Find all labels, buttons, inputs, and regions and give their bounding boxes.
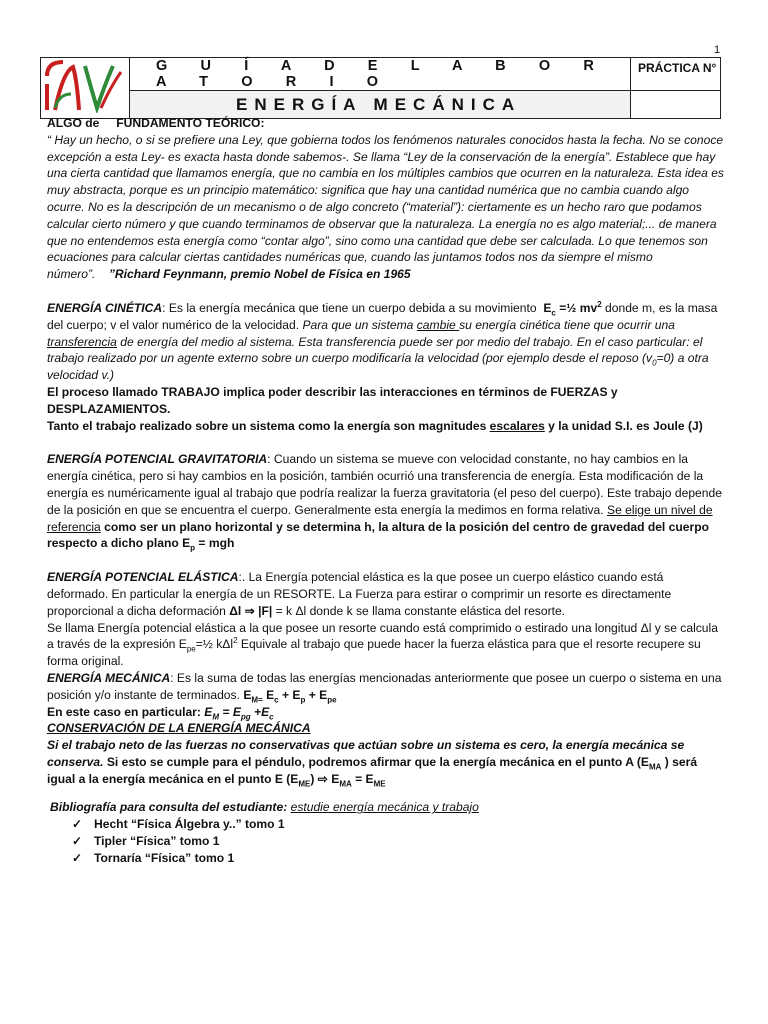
conservation-heading: CONSERVACIÓN DE LA ENERGÍA MECÁNICA: [47, 721, 311, 736]
bibliography-link[interactable]: estudie energía mecánica y trabajo: [290, 800, 479, 815]
work-paragraph: El proceso llamado TRABAJO implica poder describir las interacciones en términos de FUERZAS y DESPLAZAMIENTOS.: [47, 384, 618, 416]
particular-case-line: En este caso en particular: $E_M = E_{pg} +E_c$: [47, 704, 274, 721]
kinetic-formula: $E_c$ =½ $mv^2$: [543, 299, 602, 318]
list-item: ✓ Hecht “Física Álgebra y..” tomo 1: [72, 817, 285, 832]
iav-logo-icon: [41, 58, 129, 113]
page-content: [47, 115, 727, 867]
page-number: 1: [714, 44, 721, 56]
document-title: ENERGÍA MECÁNICA: [130, 91, 631, 119]
checkmark-icon: ✓: [72, 817, 83, 832]
practice-number-label: PRÁCTICA N°: [631, 58, 721, 91]
elastic-energy-paragraph: ENERGÍA POTENCIAL ELÁSTICA:. La Energía potencial elástica es la que posee un cuerpo elástico cuando está deformado. En particular la energía de un RESORTE. La Fuerza para estirar o comprimir un resorte es directamente proporcional a dicha deformación Δl ⇒ |F| = k Δl donde k se llama constante elástica del resorte.: [47, 570, 672, 618]
list-item: ✓ Tipler “Física” tomo 1: [72, 834, 220, 849]
kinetic-energy-paragraph: ENERGÍA CINÉTICA: Es la energía mecánica que tiene un cuerpo debida a su movimiento $E_c$ =½ $mv^2$ donde m, es la masa del cuerpo; v el valor numérico de la velocidad. Para que un sistema cambie su energía cinética tiene que ocurrir una transferencia de energía del medio al sistema. Esta transferencia puede ser por medio del trabajo. En el caso particular: el trabajo realizado por un agente externo sobre un cuerpo modificaría la velocidad (por ejemplo desde el reposo $(v_0=0)$ a otra velocidad v.): [47, 299, 718, 383]
feynman-quote: “ Hay un hecho, o si se prefiere una Ley, que gobierna todos los fenómenos naturales conocidos hasta la fecha. No se conoce excepción a esta Ley- es exacta hasta donde sabemos-. Se llama “Ley de la conservación de la energía”. Establece que hay una cierta cantidad que llamamos energía, que no cambia en los múltiples cambios que ocurren en la naturaleza. Esta idea es muy abstracta, porque es un principio matemático: significa que hay una cantidad numérica que no cambia cuando algo ocurre. No es la descripción de un mecanismo o de algo concreto (“material”): ciertamente es un hecho raro que podamos calcular cierto número y que cuando terminamos de observar que la naturaleza. La energía no es algo material;... de manera que no entendemos esta energía como “contar algo”, sino como una cantidad que debe ser calculada. Lo que tenemos son ecuaciones para calcular ciertas cantidades numéricas que, cuando las juntamos todos nos da siempre el mismo número”. ”Richard Feynmann, premio Nobel de Física en 1965: [47, 132, 724, 282]
gravitational-energy-paragraph: ENERGÍA POTENCIAL GRAVITATORIA: Cuando un sistema se mueve con velocidad constante, no hay cambios en la energía cinética, pero si hay cambios en la posición, también ocurrió una transferencia de energía. Esta modificación de la energía es numéricamente igual al trabajo que podría realizar la fuerza gravitatoria (el peso del cuerpo). Este trabajo depende de la posición en que se encuentra el cuerpo. Generalmente esta energía la medimos en forma relativa. Se elige un nivel de referencia como ser un plano horizontal y se determina h, la altura de la posición del centro de gravedad del cuerpo respecto a dicho plano $E_p$ = mgh: [47, 452, 722, 553]
section-heading: ALGO de FUNDAMENTO TEÓRICO:: [47, 116, 265, 130]
conservation-paragraph: Si el trabajo neto de las fuerzas no conservativas que actúan sobre un sistema es cero, la energía mecánica se conserva. Si esto se cumple para el péndulo, podremos afirmar que la energía mecánica en el punto A ($E_{MA}$ ) será igual a la energía mecánica en el punto E $(E_{ME})$ ⇨ $E_{MA} = E_{ME}$: [47, 738, 698, 789]
scalar-paragraph: Tanto el trabajo realizado sobre un sistema como la energía son magnitudes escalares y la unidad S.I. es Joule (J): [47, 418, 703, 433]
checkmark-icon: ✓: [72, 850, 83, 865]
mechanical-formula: $E_{M=}$ $E_c + E_p + E_{pe}$: [243, 687, 337, 705]
checkmark-icon: ✓: [72, 834, 83, 849]
document-header: [40, 57, 721, 119]
quote-author: ”Richard Feynmann, premio Nobel de Física en 1965: [108, 267, 411, 282]
guide-label: G U Í A D E L A B O R A T O R I O: [130, 58, 631, 91]
elastic-formula-paragraph: Se llama Energía potencial elástica a la que posee un resorte cuando está comprimido o estirado una longitud Δl y se calcula a través de la expresión $E_{pe}=\frac{1}{2}$ kΔl$^2$ Equivale al trabajo que puede hacer la fuerza elástica para que el resorte recupere su forma original.: [47, 620, 718, 669]
institution-logo: [41, 58, 130, 119]
bibliography: Bibliografía para consulta del estudiante: estudie energía mecánica y trabajo ✓ Hecht “Física Álgebra y..” tomo 1 ✓ Tipler “Física” tomo 1 ✓ Tornaría “Física” tomo 1: [47, 799, 727, 866]
mechanical-energy-paragraph: ENERGÍA MECÁNICA: Es la suma de todas las energías mencionadas anteriormente que posee un cuerpo o sistema en una posición y/o instante de terminados. $E_{M=}$ $E_c + E_p + E_{pe}$: [47, 670, 722, 705]
list-item: ✓ Tornaría “Física” tomo 1: [72, 850, 235, 865]
bibliography-list: [50, 816, 727, 866]
